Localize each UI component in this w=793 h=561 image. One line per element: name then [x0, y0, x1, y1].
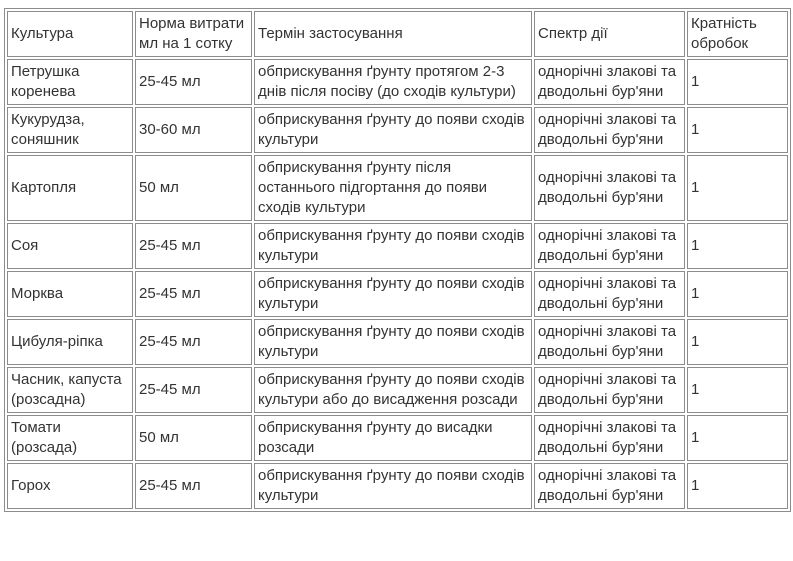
table-row — [7, 155, 788, 221]
cell-frequency: 1 — [687, 155, 788, 221]
column-header-frequency: Кратність обробок — [687, 11, 788, 57]
cell-frequency: 1 — [687, 107, 788, 153]
cell-spectrum: однорічні злакові та дводольні бур'яни — [534, 271, 685, 317]
cell-rate: 50 мл — [135, 415, 252, 461]
cell-spectrum: однорічні злакові та дводольні бур'яни — [534, 155, 685, 221]
table-row — [7, 223, 788, 269]
header-row — [7, 11, 788, 57]
cell-culture: Картопля — [7, 155, 133, 221]
cell-culture: Петрушка коренева — [7, 59, 133, 105]
cell-culture: Часник, капуста (розсадна) — [7, 367, 133, 413]
cell-period: обприскування ґрунту до появи сходів культури — [254, 319, 532, 365]
cell-spectrum: однорічні злакові та дводольні бур'яни — [534, 463, 685, 509]
cell-spectrum: однорічні злакові та дводольні бур'яни — [534, 319, 685, 365]
cell-frequency: 1 — [687, 367, 788, 413]
cell-spectrum: однорічні злакові та дводольні бур'яни — [534, 367, 685, 413]
cell-rate: 25-45 мл — [135, 463, 252, 509]
cell-rate: 30-60 мл — [135, 107, 252, 153]
column-header-period: Термін застосування — [254, 11, 532, 57]
cell-rate: 25-45 мл — [135, 367, 252, 413]
cell-period: обприскування ґрунту після останнього підгортання до появи сходів культури — [254, 155, 532, 221]
herbicide-rate-table — [4, 8, 791, 512]
cell-frequency: 1 — [687, 271, 788, 317]
table-row — [7, 59, 788, 105]
cell-culture: Цибуля-ріпка — [7, 319, 133, 365]
cell-culture: Кукурудза, соняшник — [7, 107, 133, 153]
table-row — [7, 271, 788, 317]
cell-period: обприскування ґрунту до висадки розсади — [254, 415, 532, 461]
cell-culture: Томати (розсада) — [7, 415, 133, 461]
table-body — [7, 59, 788, 509]
cell-frequency: 1 — [687, 415, 788, 461]
cell-rate: 25-45 мл — [135, 59, 252, 105]
column-header-rate: Норма витрати мл на 1 сотку — [135, 11, 252, 57]
cell-period: обприскування ґрунту до появи сходів культури — [254, 223, 532, 269]
cell-spectrum: однорічні злакові та дводольні бур'яни — [534, 223, 685, 269]
cell-rate: 25-45 мл — [135, 223, 252, 269]
cell-period: обприскування ґрунту до появи сходів культури — [254, 463, 532, 509]
cell-rate: 25-45 мл — [135, 271, 252, 317]
cell-frequency: 1 — [687, 463, 788, 509]
cell-spectrum: однорічні злакові та дводольні бур'яни — [534, 415, 685, 461]
cell-frequency: 1 — [687, 319, 788, 365]
cell-culture: Горох — [7, 463, 133, 509]
cell-period: обприскування ґрунту до появи сходів культури або до висадження розсади — [254, 367, 532, 413]
cell-culture: Морква — [7, 271, 133, 317]
table-row — [7, 107, 788, 153]
table-row — [7, 367, 788, 413]
table-row — [7, 415, 788, 461]
table-row — [7, 463, 788, 509]
cell-spectrum: однорічні злакові та дводольні бур'яни — [534, 107, 685, 153]
cell-period: обприскування ґрунту до появи сходів культури — [254, 271, 532, 317]
cell-frequency: 1 — [687, 223, 788, 269]
column-header-culture: Культура — [7, 11, 133, 57]
cell-rate: 25-45 мл — [135, 319, 252, 365]
cell-culture: Соя — [7, 223, 133, 269]
column-header-spectrum: Спектр дії — [534, 11, 685, 57]
cell-period: обприскування ґрунту до появи сходів культури — [254, 107, 532, 153]
cell-rate: 50 мл — [135, 155, 252, 221]
table-row — [7, 319, 788, 365]
cell-period: обприскування ґрунту протягом 2-3 днів після посіву (до сходів культури) — [254, 59, 532, 105]
cell-spectrum: однорічні злакові та дводольні бур'яни — [534, 59, 685, 105]
cell-frequency: 1 — [687, 59, 788, 105]
